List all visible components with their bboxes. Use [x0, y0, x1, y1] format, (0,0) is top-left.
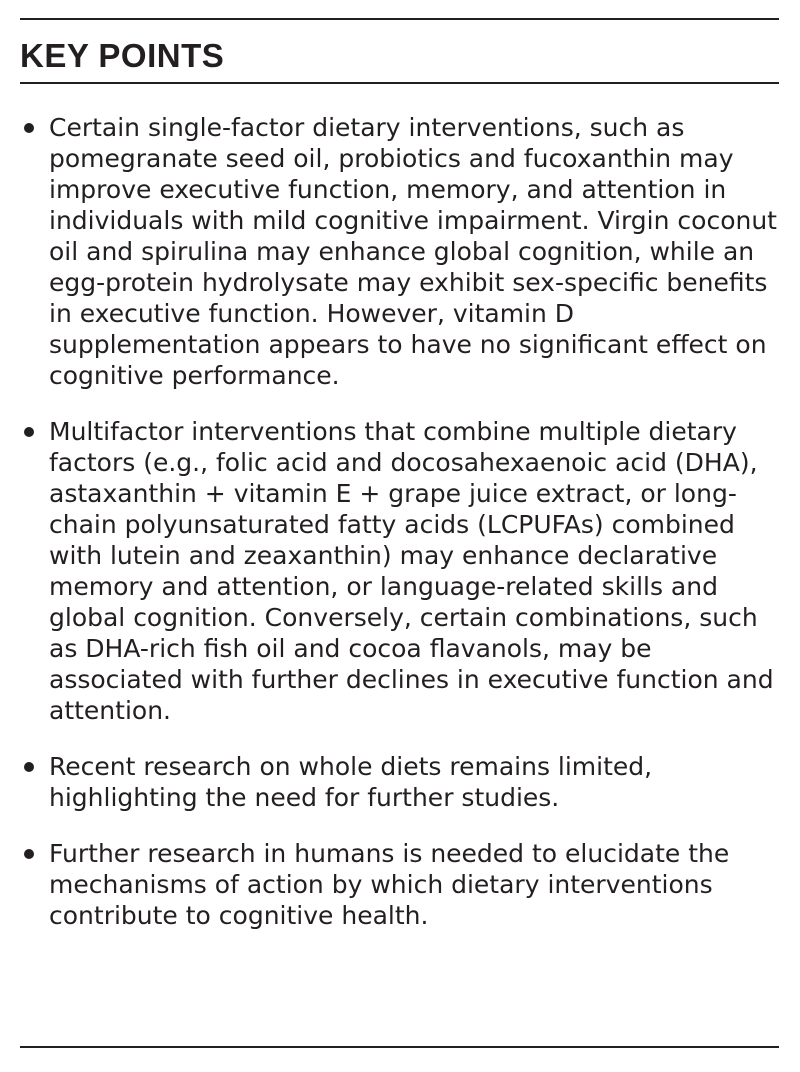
point-text: Multifactor interventions that combine multiple dietary factors (e.g., folic acid and docosahexaenoic acid (DHA), astaxanthin + vitamin E + grape juice extract, or long-chain polyunsaturated fatty acids (LCPUFAs) combined with lutein and zeaxanthin) may enhance declarative memory and attention, or language-related skills and global cognition. Conversely, certain combinations, such as DHA-rich fish oil and cocoa flavanols, may be associated with further declines in executive function and attention.	[49, 417, 774, 725]
bullet-icon	[24, 849, 34, 859]
key-points-list	[20, 112, 779, 931]
bullet-icon	[24, 762, 34, 772]
list-item	[20, 838, 779, 931]
top-rule	[20, 18, 779, 20]
point-text: Recent research on whole diets remains limited, highlighting the need for further studies.	[49, 752, 653, 812]
list-item	[20, 112, 779, 391]
list-item	[20, 416, 779, 726]
key-points-heading: KEY POINTS	[20, 37, 225, 74]
point-text: Further research in humans is needed to elucidate the mechanisms of action by which dietary interventions contribute to cognitive health.	[49, 839, 730, 930]
key-points-box	[20, 18, 779, 956]
bullet-icon	[24, 123, 34, 133]
list-item	[20, 751, 779, 813]
point-text: Certain single-factor dietary interventions, such as pomegranate seed oil, probiotics and fucoxanthin may improve executive function, memory, and attention in individuals with mild cognitive impairment. Virgin coconut oil and spirulina may enhance global cognition, while an egg-protein hydrolysate may exhibit sex-specific benefits in executive function. However, vitamin D supplementation appears to have no significant effect on cognitive performance.	[49, 113, 777, 390]
bullet-icon	[24, 427, 34, 437]
heading-rule	[20, 82, 779, 84]
bottom-rule	[20, 1046, 779, 1048]
